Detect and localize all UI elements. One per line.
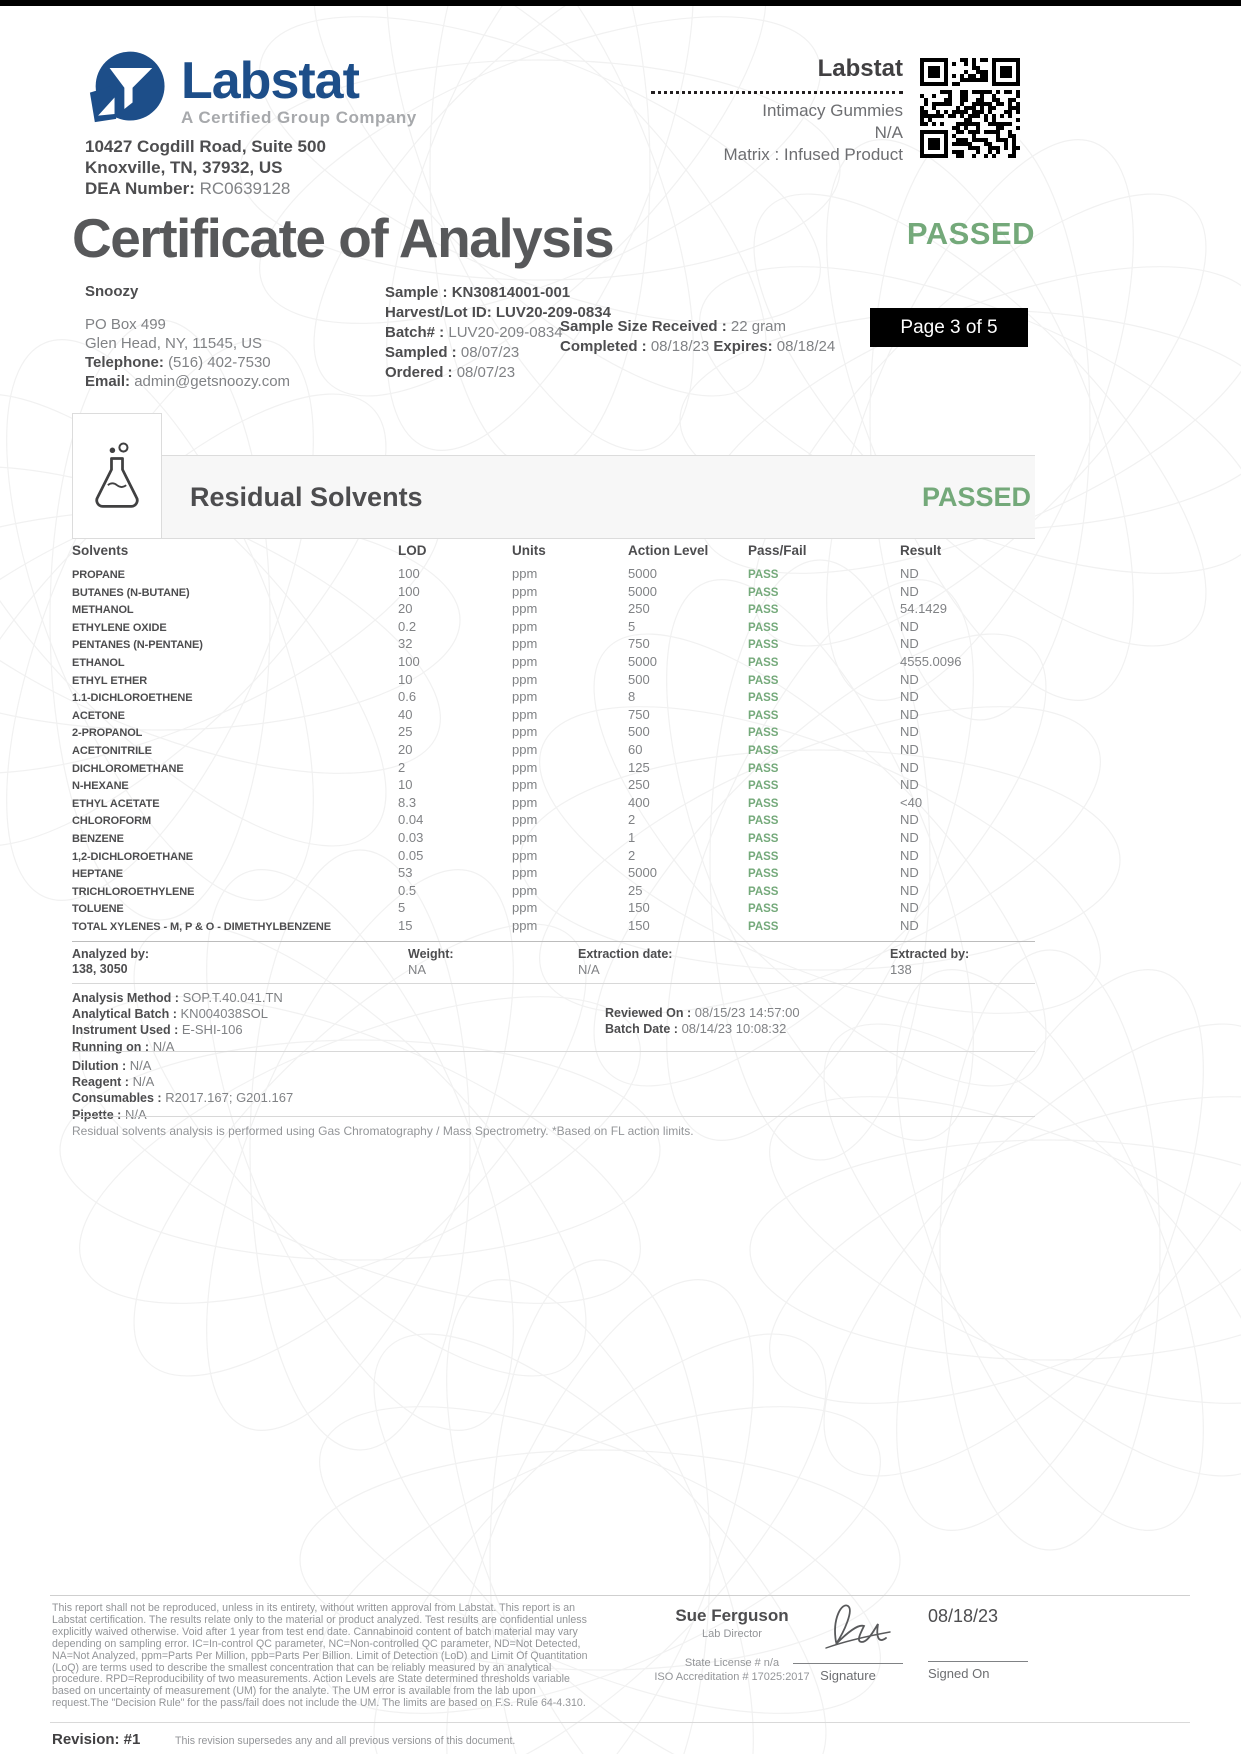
solvent-lod: 0.2 [398,618,417,634]
solvent-result: ND [900,724,919,740]
solvent-row [72,672,1035,690]
col-header-action-level: Action Level [628,543,709,558]
solvent-name: ACETONE [72,709,125,722]
sampled-label: Sampled : [385,344,457,361]
analytical-batch-label: Analytical Batch : [72,1007,177,1022]
solvent-lod: 5 [398,900,406,916]
solvent-lod: 2 [398,759,406,775]
lab-address [85,136,326,199]
solvent-result: ND [900,865,919,881]
ordered-value: 08/07/23 [456,364,516,381]
solvent-lod: 100 [398,566,420,581]
solvent-action-level: 400 [628,794,650,810]
phone-value: (516) 402-7530 [168,354,271,371]
solvent-name: PENTANES (N-PENTANE) [72,639,203,652]
page-number-badge: Page 3 of 5 [870,308,1028,347]
batch-date-label: Batch Date : [605,1022,678,1037]
solvent-row [72,848,1035,866]
dea-number-line [85,178,326,199]
col-header-lod: LOD [398,543,427,558]
solvent-passfail: PASS [748,727,779,740]
solvent-lod: 0.04 [398,812,424,828]
signer-role: Lab Director [702,1628,762,1640]
solvent-passfail: PASS [748,797,779,810]
solvent-lod: 100 [398,583,420,599]
solvent-units: ppm [512,636,538,652]
labstat-logo-icon [85,50,167,132]
harvest-value: LUV20-209-0834 [495,304,611,321]
top-border-bar [0,0,1241,6]
lab-address-line2: Knoxville, TN, 37932, US [85,158,283,177]
solvent-name: PROPANE [72,569,125,581]
solvent-units: ppm [512,653,538,669]
reagent-label: Reagent : [72,1075,129,1090]
reagent-line [72,1074,293,1090]
solvent-name: TRICHLOROETHYLENE [72,885,195,898]
solvent-lod: 8.3 [398,794,417,810]
table-header-row [72,543,1035,566]
pipette-label: Pipette : [72,1107,122,1122]
product-name: Intimacy Gummies [762,101,903,120]
analyzed-by-cell [72,947,408,977]
client-name: Snoozy [85,283,139,300]
solvent-units: ppm [512,689,538,705]
solvent-lod: 15 [398,917,413,933]
solvent-result: <40 [900,794,923,810]
solvent-name: ETHANOL [72,656,125,669]
solvent-action-level: 500 [628,724,650,740]
solvent-action-level: 250 [628,601,650,617]
solvent-passfail: PASS [748,868,779,881]
dotted-divider [651,91,903,94]
signature-line [793,1663,903,1664]
footer-divider [50,1595,1190,1596]
dea-value: RC0639128 [199,179,291,198]
solvent-passfail: PASS [748,920,779,933]
sampled-value: 08/07/23 [460,344,520,361]
solvent-name: TOLUENE [72,903,124,916]
prep-details [72,1058,293,1123]
solvent-name: DICHLOROMETHANE [72,762,184,775]
solvent-row [72,865,1035,883]
logo-tagline: A Certified Group Company [181,108,417,127]
overall-status-badge: PASSED [906,216,1035,251]
solvent-action-level: 5000 [628,566,657,581]
solvent-row [72,707,1035,725]
size-value: 22 gram [730,318,786,335]
solvent-passfail: PASS [748,692,779,705]
solvent-passfail: PASS [748,744,779,757]
solvent-lod: 0.05 [398,847,424,863]
solvent-name: 1.1-DICHLOROETHENE [72,692,193,705]
running-on-label: Running on : [72,1039,150,1054]
solvent-units: ppm [512,882,538,898]
solvent-action-level: 250 [628,777,650,793]
solvent-action-level: 750 [628,636,650,652]
solvent-units: ppm [512,741,538,757]
solvent-result: ND [900,829,919,845]
solvent-result: ND [900,636,919,652]
client-email [85,372,290,391]
solvent-units: ppm [512,812,538,828]
solvent-units: ppm [512,829,538,845]
page-title: Certificate of Analysis [72,207,614,269]
solvent-result: ND [900,812,919,828]
section-status-badge: PASSED [921,481,1031,512]
method-note: Residual solvents analysis is performed using Gas Chromatography / Mass Spectrometry. *Based on FL action limits. [72,1124,694,1138]
solvent-name: N-HEXANE [72,780,129,793]
section-icon-cell [72,413,162,539]
client-phone [85,353,290,372]
divider-line [72,1051,1035,1052]
dilution-label: Dilution : [72,1059,127,1073]
qr-code [920,58,1020,158]
solvent-result: ND [900,706,919,722]
solvent-result: ND [900,583,919,599]
solvent-result: ND [900,847,919,863]
solvent-name: ETHYL ETHER [72,674,148,687]
solvent-units: ppm [512,706,538,722]
solvent-row [72,918,1035,936]
solvent-action-level: 500 [628,671,650,687]
solvent-units: ppm [512,566,538,581]
solvent-passfail: PASS [748,832,779,845]
residual-solvents-section-header [72,455,1035,539]
client-address2: Glen Head, NY, 11545, US [85,335,263,352]
solvent-lod: 100 [398,653,420,669]
product-matrix: Matrix : Infused Product [723,145,903,164]
batch-date-value: 08/14/23 10:08:32 [681,1021,787,1037]
solvent-row [72,654,1035,672]
pipette-value: N/A [124,1106,147,1122]
solvent-units: ppm [512,847,538,863]
col-header-units: Units [512,543,546,558]
solvent-units: ppm [512,583,538,599]
revision-note: This revision supersedes any and all previous versions of this document. [175,1735,516,1747]
solvent-result: ND [900,618,919,634]
harvest-label: Harvest/Lot ID: [385,304,492,321]
phone-label: Telephone: [85,354,164,371]
solvent-name: CHLOROFORM [72,815,152,828]
solvent-name: BUTANES (N-BUTANE) [72,586,190,599]
solvent-action-level: 2 [628,812,636,828]
analysis-method-label: Analysis Method : [72,991,179,1005]
running-on-line [72,1039,283,1055]
completed-label: Completed : [560,338,647,355]
batch-label: Batch# : [385,324,445,341]
solvent-row [72,760,1035,778]
solvent-action-level: 5000 [628,865,657,881]
ordered-label: Ordered : [385,364,453,381]
sample-id-line [385,283,611,303]
solvent-lod: 10 [398,777,413,793]
flask-icon [89,442,145,510]
email-value: admin@getsnoozy.com [134,373,291,390]
solvent-row [72,830,1035,848]
reagent-value: N/A [132,1074,155,1090]
solvent-passfail: PASS [748,569,779,581]
col-header-solvents: Solvents [72,543,129,558]
analytical-batch-value: KN004038SOL [180,1006,268,1022]
labstat-logo [85,50,417,132]
product-brand: Labstat [817,55,903,82]
instrument-label: Instrument Used : [72,1023,179,1038]
signed-date-line [928,1661,1028,1662]
extraction-date-cell [578,947,890,977]
solvent-row [72,777,1035,795]
expires-value: 08/18/24 [776,338,836,355]
sample-value: KN30814001-001 [451,284,571,301]
signed-on-caption: Signed On [928,1666,990,1681]
extraction-date-value: N/A [578,962,600,977]
solvent-units: ppm [512,724,538,740]
client-address1: PO Box 499 [85,316,166,333]
solvent-units: ppm [512,759,538,775]
analyzed-by-label: Analyzed by: [72,947,150,961]
analyzed-by-value: 138, 3050 [72,962,128,976]
solvent-units: ppm [512,618,538,634]
solvent-units: ppm [512,601,538,617]
solvent-units: ppm [512,794,538,810]
lab-address-line1: 10427 Cogdill Road, Suite 500 [85,137,326,156]
solvent-result: ND [900,759,919,775]
solvent-passfail: PASS [748,586,779,599]
solvent-row [72,900,1035,918]
col-header-passfail: Pass/Fail [748,543,807,558]
solvent-name: 2-PROPANOL [72,727,143,740]
signer-name: Sue Ferguson [675,1606,789,1625]
batch-date-line [605,1021,800,1037]
solvent-row [72,724,1035,742]
solvent-lod: 40 [398,706,413,722]
solvent-action-level: 1 [628,829,636,845]
extraction-date-label: Extraction date: [578,947,673,961]
solvent-passfail: PASS [748,762,779,775]
expires-label: Expires: [713,338,773,355]
solvent-action-level: 8 [628,689,636,705]
sample-label: Sample : [385,284,448,301]
client-block [85,282,290,391]
solvent-units: ppm [512,777,538,793]
solvent-result: 54.1429 [900,601,947,617]
solvent-row [72,636,1035,654]
analytical-batch-line [72,1006,283,1022]
solvent-units: ppm [512,900,538,916]
solvent-name: ACETONITRILE [72,744,152,757]
solvent-passfail: PASS [748,604,779,617]
product-sub: N/A [874,123,903,142]
solvent-name: BENZENE [72,832,124,845]
solvent-name: ETHYLENE OXIDE [72,621,167,634]
instrument-line [72,1022,283,1038]
solvent-name: ETHYL ACETATE [72,797,160,810]
solvent-lod: 20 [398,741,413,757]
solvent-action-level: 5000 [628,653,657,669]
iso-accreditation-line: ISO Accreditation # 17025:2017 [654,1671,810,1683]
extracted-by-cell [890,947,1035,977]
solvent-result: ND [900,917,919,933]
solvent-name: 1,2-DICHLOROETHANE [72,850,194,863]
weight-label: Weight: [408,947,454,961]
solvent-row [72,742,1035,760]
weight-cell [408,947,578,977]
consumables-label: Consumables : [72,1091,162,1106]
solvent-units: ppm [512,671,538,687]
solvent-lod: 0.03 [398,829,424,845]
solvent-lod: 0.5 [398,882,417,898]
solvent-result: ND [900,882,919,898]
signed-date: 08/18/23 [928,1606,999,1626]
solvent-result: ND [900,689,919,705]
solvent-units: ppm [512,917,538,933]
sample-info-right [560,317,835,357]
solvent-result: ND [900,741,919,757]
solvent-lod: 32 [398,636,413,652]
reviewed-on-label: Reviewed On : [605,1006,692,1020]
solvent-lod: 0.6 [398,689,417,705]
analysis-details-left [72,990,283,1055]
solvent-action-level: 5000 [628,583,657,599]
solvent-result: ND [900,777,919,793]
solvent-row [72,812,1035,830]
solvent-row [72,601,1035,619]
solvent-passfail: PASS [748,885,779,898]
solvent-passfail: PASS [748,780,779,793]
signature-image [798,1598,898,1656]
solvent-result: ND [900,671,919,687]
ordered-line [385,363,611,383]
solvent-name: METHANOL [72,604,134,617]
revision-divider [50,1722,1190,1723]
dilution-value: N/A [129,1058,152,1073]
table-body [72,566,1035,935]
product-info [651,55,903,166]
col-header-result: Result [900,543,942,558]
solvent-row [72,584,1035,602]
completed-line [560,337,835,357]
solvent-row [72,619,1035,637]
signature-block [793,1598,903,1683]
logo-wordmark: Labstat [181,52,359,110]
instrument-value: E-SHI-106 [181,1022,243,1038]
solvent-row [72,566,1035,584]
revision-label: Revision: #1 [52,1731,141,1748]
consumables-value: R2017.167; G201.167 [165,1090,294,1106]
solvent-passfail: PASS [748,621,779,634]
solvent-passfail: PASS [748,639,779,652]
analysis-method-line [72,990,283,1006]
analysis-method-value: SOP.T.40.041.TN [182,990,283,1005]
solvent-passfail: PASS [748,674,779,687]
extracted-by-value: 138 [890,962,912,977]
running-on-value: N/A [152,1038,175,1054]
signed-date-block [928,1606,1048,1681]
solvent-action-level: 750 [628,706,650,722]
completed-value: 08/18/23 [650,338,710,355]
weight-value: NA [408,962,427,977]
solvent-passfail: PASS [748,656,779,669]
solvent-passfail: PASS [748,815,779,828]
solvent-row [72,883,1035,901]
solvent-passfail: PASS [748,709,779,722]
state-license-line: State License # n/a [684,1657,780,1669]
reviewed-on-line [605,1005,800,1021]
solvent-row [72,689,1035,707]
reviewed-on-value: 08/15/23 14:57:00 [694,1005,800,1020]
sample-size-line [560,317,835,337]
solvent-row [72,795,1035,813]
solvent-result: 4555.0096 [900,653,962,669]
solvent-action-level: 150 [628,900,650,916]
solvent-lod: 25 [398,724,413,740]
solvent-passfail: PASS [748,903,779,916]
dea-label: DEA Number: [85,179,195,198]
signature-caption: Signature [820,1668,876,1683]
solvent-action-level: 125 [628,759,650,775]
solvent-action-level: 5 [628,618,636,634]
analysis-details-right [605,1005,800,1037]
pipette-line [72,1107,293,1123]
size-label: Sample Size Received : [560,318,727,335]
solvent-units: ppm [512,865,538,881]
footer-disclaimer: This report shall not be reproduced, unless in its entirety, without written approval from Labstat. This report is an Labstat certification. The results relate only to the material or product analyzed. Test results are confidential unless explicitly waived otherwise. Void after 1 year from test end date. Cannabinoid content of batch material may vary depending on sampling error. IC=In-control QC parameter, NC=Non-controlled QC parameter, ND=Not Detected, NA=Not Analyzed, ppm=Parts Per Million, ppb=Parts Per Billion. Limit of Detection (LoD) and Limit Of Quantitation (LoQ) are terms used to describe the smallest concentration that can be reliably measured by an analytical procedure. RPD=Reproducibility of two measurements. Action Levels are State determined thresholds variable based on uncertainty of measurement (UM) for the analyte. The UM error is available from the lab upon request.The "Decision Rule" for the pass/fail does not include the UM. The limits are based on F.S. Rule 64-4.310. [52,1602,588,1710]
solvent-lod: 53 [398,865,413,881]
solvent-action-level: 2 [628,847,636,863]
solvent-result: ND [900,900,919,916]
email-label: Email: [85,373,131,390]
solvent-lod: 20 [398,601,413,617]
solvent-result: ND [900,566,919,581]
section-title: Residual Solvents [190,481,423,512]
solvent-action-level: 25 [628,882,643,898]
extracted-by-label: Extracted by: [890,947,970,961]
solvent-lod: 10 [398,671,413,687]
analyzed-strip [72,941,1035,984]
solvent-name: TOTAL XYLENES - M, P & O - DIMETHYLBENZENE [72,920,332,933]
solvent-name: HEPTANE [72,868,124,881]
residual-solvents-table [72,543,1035,935]
solvent-passfail: PASS [748,850,779,863]
dilution-line [72,1058,293,1074]
batch-value: LUV20-209-0834 [448,324,563,341]
divider-line [72,1116,1035,1117]
solvent-action-level: 150 [628,917,650,933]
consumables-line [72,1090,293,1106]
solvent-action-level: 60 [628,741,643,757]
